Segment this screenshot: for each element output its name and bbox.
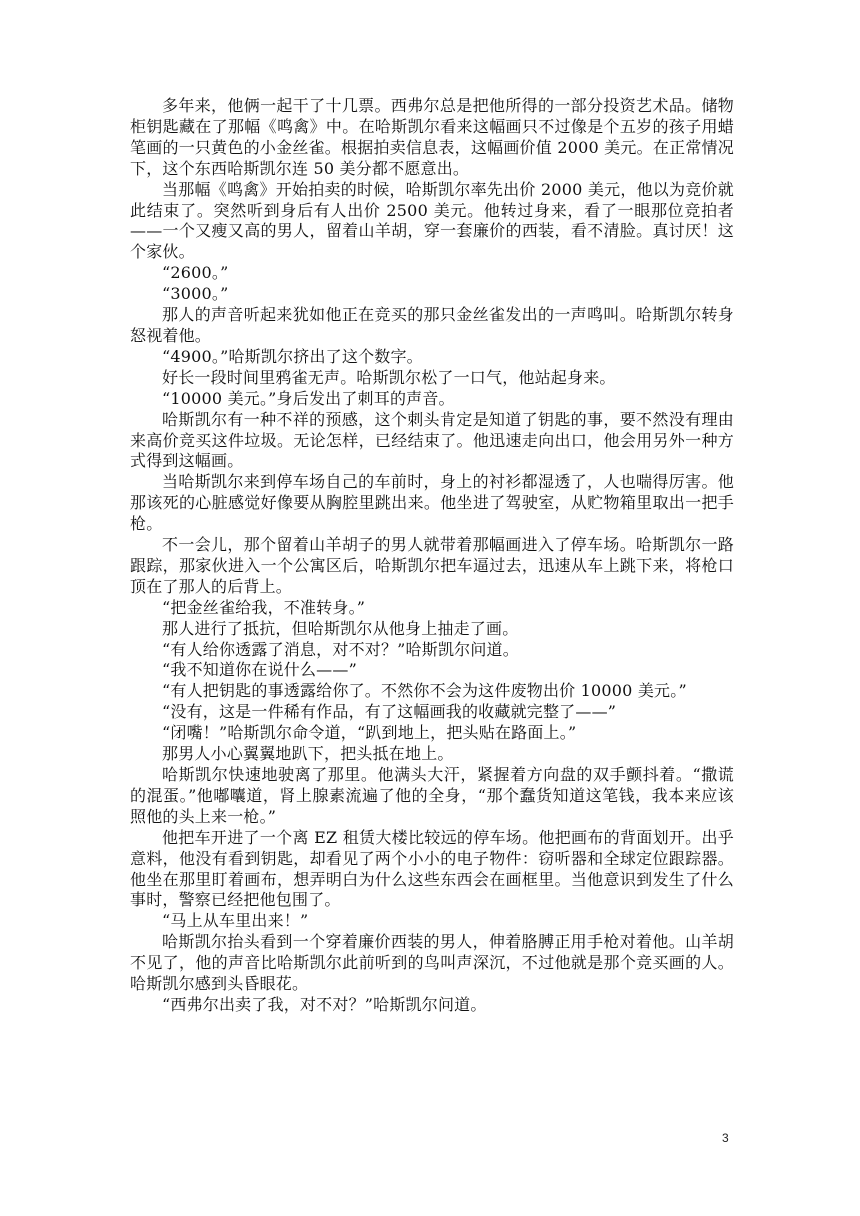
paragraph: 好长一段时间里鸦雀无声。哈斯凯尔松了一口气，他站起身来。: [162, 367, 616, 387]
paragraph: “把金丝雀给我，不准转身。”: [162, 597, 366, 617]
paragraph: “4900。”哈斯凯尔挤出了这个数字。: [162, 346, 423, 366]
paragraph: 那人进行了抵抗，但哈斯凯尔从他身上抽走了画。: [162, 618, 519, 638]
paragraph: “没有，这是一件稀有作品，有了这幅画我的收藏就完整了——”: [162, 702, 617, 722]
document-body: [130, 96, 734, 1016]
paragraph: 多年来，他俩一起干了十几票。西弗尔总是把他所得的一部分投资艺术品。储物柜钥匙藏在了那幅《鸣禽》中。在哈斯凯尔看来这幅画只不过像是个五岁的孩子用蜡笔画的一只黄色的小金丝雀。根据拍卖信息表，这幅画价值 2000 美元。在正常情况下，这个东西哈斯凯尔连 50 美分都不愿意出。: [130, 96, 734, 178]
paragraph: 哈斯凯尔快速地驶离了那里。他满头大汗，紧握着方向盘的双手颤抖着。“撒谎的混蛋。”他嘟囔道，肾上腺素流遍了他的全身，“那个蠢货知道这笔钱，我本来应该照他的头上来一枪。”: [130, 765, 734, 826]
paragraph: “马上从车里出来！”: [162, 911, 309, 931]
page-number: 3: [722, 1131, 729, 1145]
paragraph: “闭嘴！”哈斯凯尔命令道，“趴到地上，把头贴在路面上。”: [162, 723, 577, 743]
paragraph: 当哈斯凯尔来到停车场自己的车前时，身上的衬衫都湿透了，人也喘得厉害。他那该死的心脏感觉好像要从胸腔里跳出来。他坐进了驾驶室，从贮物箱里取出一把手枪。: [130, 472, 734, 534]
paragraph: 那男人小心翼翼地趴下，把头抵在地上。: [162, 744, 454, 764]
paragraph: “3000。”: [162, 284, 229, 304]
paragraph: “10000 美元。”身后发出了刺耳的声音。: [162, 388, 455, 408]
paragraph: “有人给你透露了消息，对不对？”哈斯凯尔问道。: [162, 639, 519, 659]
paragraph: 哈斯凯尔有一种不祥的预感，这个刺头肯定是知道了钥匙的事，要不然没有理由来高价竞买这件垃圾。无论怎样，已经结束了。他迅速走向出口，他会用另外一种方式得到这幅画。: [130, 409, 734, 471]
paragraph: “2600。”: [162, 263, 229, 283]
paragraph: “西弗尔出卖了我，对不对？”哈斯凯尔问道。: [162, 994, 487, 1014]
paragraph: 哈斯凯尔抬头看到一个穿着廉价西装的男人，伸着胳膊正用手枪对着他。山羊胡不见了，他的声音比哈斯凯尔此前听到的鸟叫声深沉，不过他就是那个竞买画的人。哈斯凯尔感到头昏眼花。: [130, 932, 734, 994]
paragraph: “我不知道你在说什么——”: [162, 660, 357, 680]
paragraph: 当那幅《鸣禽》开始拍卖的时候，哈斯凯尔率先出价 2000 美元，他以为竞价就此结束了。突然听到身后有人出价 2500 美元。他转过身来，看了一眼那位竞拍者——一个又瘦又高的男人，留着山羊胡，穿一套廉价的西装，看不清脸。真讨厌！这个家伙。: [130, 179, 734, 262]
paragraph: 不一会儿，那个留着山羊胡子的男人就带着那幅画进入了停车场。哈斯凯尔一路跟踪，那家伙进入一个公寓区后，哈斯凯尔把车逼过去，迅速从车上跳下来，将枪口顶在了那人的后背上。: [130, 535, 734, 596]
paragraph: 他把车开进了一个离 EZ 租赁大楼比较远的停车场。他把画布的背面划开。出乎意料，他没有看到钥匙，却看见了两个小小的电子物件：窃听器和全球定位跟踪器。他坐在那里盯着画布，想弄明白为什么这些东西会在画框里。当他意识到发生了什么事时，警察已经把他包围了。: [130, 827, 734, 910]
paragraph: 那人的声音听起来犹如他正在竞买的那只金丝雀发出的一声鸣叫。哈斯凯尔转身怒视着他。: [130, 305, 734, 345]
paragraph: “有人把钥匙的事透露给你了。不然你不会为这件废物出价 10000 美元。”: [162, 681, 687, 701]
